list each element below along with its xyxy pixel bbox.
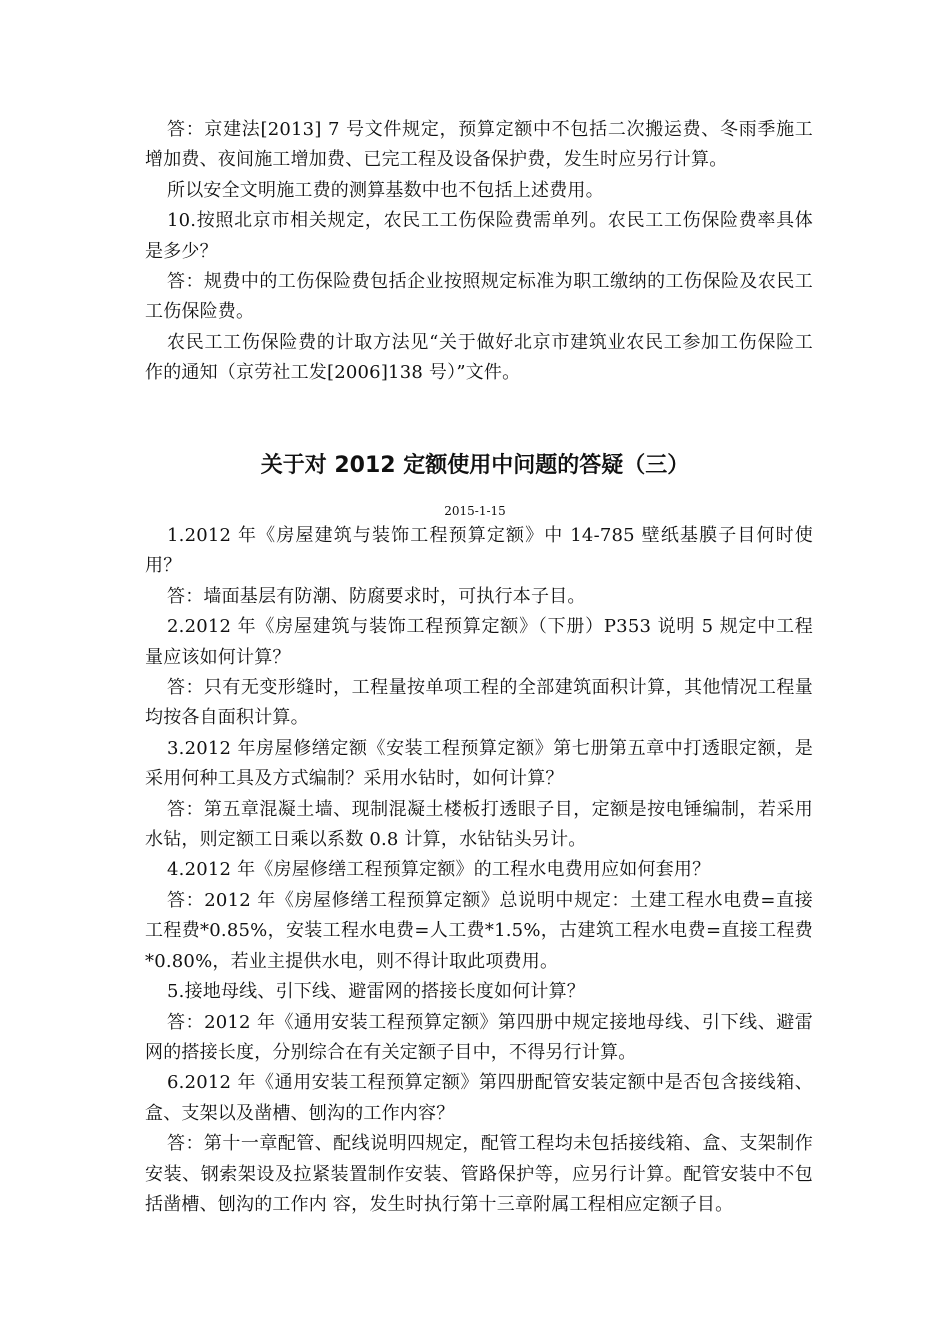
paragraph: 答：规费中的工伤保险费包括企业按照规定标准为职工缴纳的工伤保险及农民工工伤保险费。: [145, 271, 813, 323]
question-paragraph: 1.2012 年《房屋建筑与装饰工程预算定额》中 14-785 壁纸基膜子目何时使用？: [145, 525, 813, 577]
paragraph: 所以安全文明施工费的测算基数中也不包括上述费用。: [167, 179, 604, 201]
question-paragraph: 2.2012 年《房屋建筑与装饰工程预算定额》（下册）P353 说明 5 规定中工程量应该如何计算？: [145, 616, 813, 668]
question-paragraph: 4.2012 年《房屋修缮工程预算定额》的工程水电费用应如何套用？: [167, 859, 711, 881]
paragraph: 10.按照北京市相关规定，农民工工伤保险费需单列。农民工工伤保险费率具体是多少？: [145, 210, 813, 262]
answer-paragraph: 答：2012 年《房屋修缮工程预算定额》总说明中规定：土建工程水电费=直接工程费*0.85%，安装工程水电费=人工费*1.5%，古建筑工程水电费=直接工程费*0.80%，若业主提供水电，则不得计取此项费用。: [145, 889, 813, 972]
answer-paragraph: 答：墙面基层有防潮、防腐要求时，可执行本子目。: [167, 585, 586, 607]
top-section: [145, 115, 813, 389]
paragraph: 答：京建法[2013] 7 号文件规定，预算定额中不包括二次搬运费、冬雨季施工增加费、夜间施工增加费、已完工程及设备保护费，发生时应另行计算。: [145, 119, 813, 171]
section-title: 关于对 2012 定额使用中问题的答疑（三）: [260, 453, 690, 478]
answer-paragraph: 答：2012 年《通用安装工程预算定额》第四册中规定接地母线、引下线、避雷网的搭接长度，分别综合在有关定额子目中，不得另行计算。: [145, 1011, 813, 1063]
answer-paragraph: 答：第十一章配管、配线说明四规定，配管工程均未包括接线箱、盒、支架制作安装、钢索架设及拉紧装置制作安装、管路保护等，应另行计算。配管安装中不包括凿槽、刨沟的工作内 容，发生时执行第十三章附属工程相应定额子目。: [145, 1133, 813, 1215]
answer-paragraph: 答：只有无变形缝时，工程量按单项工程的全部建筑面积计算，其他情况工程量均按各自面积计算。: [145, 677, 813, 729]
qa-section: [145, 521, 813, 1220]
answer-paragraph: 答：第五章混凝土墙、现制混凝土楼板打透眼子目，定额是按电锤编制，若采用水钻，则定额工日乘以系数 0.8 计算，水钻钻头另计。: [145, 798, 813, 851]
section-date: 2015-1-15: [444, 504, 506, 518]
question-paragraph: 6.2012 年《通用安装工程预算定额》第四册配管安装定额中是否包含接线箱、盒、支架以及凿槽、刨沟的工作内容？: [145, 1072, 813, 1124]
question-paragraph: 5.接地母线、引下线、避雷网的搭接长度如何计算？: [167, 981, 585, 1003]
question-paragraph: 3.2012 年房屋修缮定额《安装工程预算定额》第七册第五章中打透眼定额，是采用何种工具及方式编制？采用水钻时，如何计算？: [145, 737, 813, 790]
paragraph: 农民工工伤保险费的计取方法见“关于做好北京市建筑业农民工参加工伤保险工作的通知（京劳社工发[2006]138 号）”文件。: [145, 331, 813, 384]
